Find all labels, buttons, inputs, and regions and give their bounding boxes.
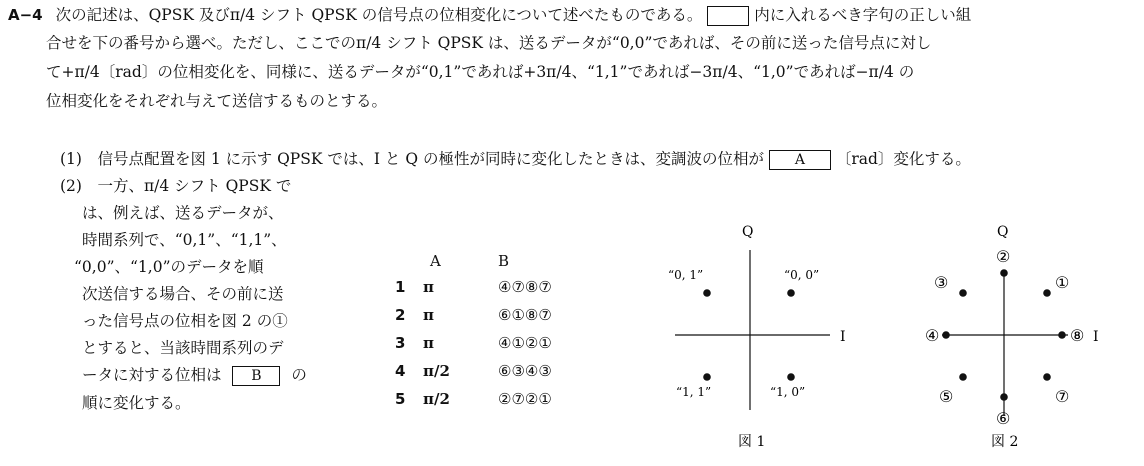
fig1-q-label: Q [742,224,754,240]
point-label-6: ⑥ [996,409,1011,428]
point-label-5: ⑤ [939,387,954,406]
point-label-10: “1, 0” [770,385,806,399]
signal-point [703,289,711,297]
choice-number: 1 [395,278,406,296]
item-2-line-1: (2) 一方、π/4 シフト QPSK で [60,177,292,195]
fig2-i-label: I [1093,329,1099,345]
point-label-00: “0, 0” [784,268,820,282]
signal-point [959,373,967,381]
choice-b: ⑥③④③ [498,362,552,380]
point-label-1: ① [1055,273,1070,292]
fig2-q-label: Q [997,224,1009,240]
signal-point [1000,393,1008,401]
item-1-text: (1) 信号点配置を図 1 に示す QPSK では、I と Q の極性が同時に変化したときは、変調波の位相が [60,150,764,168]
signal-point [959,289,967,297]
item-2-line-6: った信号点の位相を図 2 の① [82,312,288,330]
point-label-3: ③ [934,273,949,292]
item-2-line-4: “0,0”、“1,0”のデータを順 [74,258,264,276]
item-2-line-8 [82,362,307,388]
question-text-1b: 内に入れるべき字句の正しい組 [754,6,972,24]
signal-point [1043,289,1051,297]
point-label-4: ④ [925,326,940,345]
choice-a: π [423,306,434,324]
choices-header-b: B [498,252,510,270]
choice-a: π/2 [423,390,450,408]
choice-a: π [423,278,434,296]
choice-b: ⑥①⑧⑦ [498,306,552,324]
signal-point [1000,269,1008,277]
figure-1-diagram [660,220,860,466]
choice-row-1 [395,278,552,296]
signal-point [787,289,795,297]
choice-number: 4 [395,362,406,380]
point-label-01: “0, 1” [668,268,704,282]
choice-number: 5 [395,390,406,408]
point-label-8: ⑧ [1070,326,1085,345]
item-2-line-3: 時間系列で、“0,1”、“1,1”、 [82,231,287,249]
figure-2-diagram [925,220,1144,466]
fig1-i-label: I [840,329,846,345]
item-2-line-2: は、例えば、送るデータが、 [82,204,284,222]
blank-a: A [769,150,831,170]
choice-b: ②⑦②① [498,390,552,408]
item-2-line-8-after: の [291,366,307,384]
question-line-1 [8,2,971,28]
choice-row-3 [395,334,552,352]
choice-number: 2 [395,306,406,324]
signal-point [942,331,950,339]
signal-point [1058,331,1066,339]
choice-b: ④⑦⑧⑦ [498,278,552,296]
question-id: A−4 [8,6,43,24]
choice-row-4 [395,362,552,380]
question-text-1: 次の記述は、QPSK 及びπ/4 シフト QPSK の信号点の位相変化について述べたものである。 [55,6,703,24]
question-line-2: 合せを下の番号から選べ。ただし、ここでのπ/4 シフト QPSK は、送るデータが“0,0”であれば、その前に送った信号点に対し [46,34,932,52]
question-line-3: て+π/4〔rad〕の位相変化を、同様に、送るデータが“0,1”であれば+3π/4、“1,1”であれば−3π/4、“1,0”であれば−π/4 の [46,63,915,81]
signal-point [703,373,711,381]
question-line-4: 位相変化をそれぞれ与えて送信するものとする。 [46,92,388,110]
fig2-caption: 図 2 [991,434,1019,450]
point-label-2: ② [996,247,1011,266]
item-2-line-5: 次送信する場合、その前に送 [82,285,284,303]
choice-a: π/2 [423,362,450,380]
item-2-line-9: 順に変化する。 [82,394,191,412]
point-label-7: ⑦ [1055,387,1070,406]
item-1 [60,146,971,172]
item-2-line-8-text: ータに対する位相は [82,366,222,384]
fig1-caption: 図 1 [738,434,766,450]
choice-b: ④①②① [498,334,552,352]
choice-a: π [423,334,434,352]
choice-number: 3 [395,334,406,352]
choice-row-5 [395,390,552,408]
item-1-text-after: 〔rad〕変化する。 [835,150,971,168]
choice-row-2 [395,306,552,324]
signal-point [787,373,795,381]
signal-point [1043,373,1051,381]
blank-b: B [232,366,280,386]
point-label-11: “1, 1” [676,385,712,399]
answer-blank-placeholder [707,6,749,26]
choices-header-a: A [430,252,441,270]
item-2-line-7: とすると、当該時間系列のデ [82,339,284,357]
